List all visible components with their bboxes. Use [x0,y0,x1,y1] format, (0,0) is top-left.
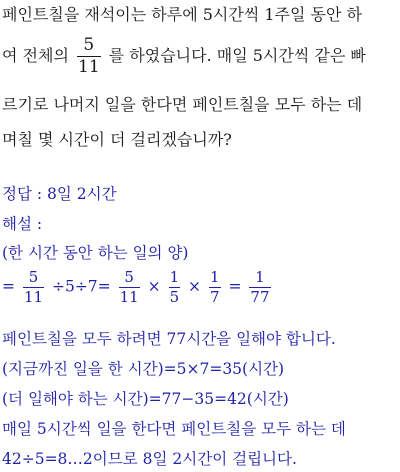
question-line-3: 르기로 나머지 일을 한다면 페인트칠을 모두 하는 데 [2,95,363,114]
eq-fraction-5 [249,270,270,305]
eq-f5-den: 77 [250,288,270,306]
fraction-denominator: 11 [78,57,100,77]
explanation-label: 해설 : [2,215,43,233]
eq-fraction-1 [23,270,44,305]
fraction-equation [2,270,274,305]
eq-f4-num: 1 [209,268,220,286]
fraction-5-11 [77,37,101,76]
question-line-2-pre: 여 전체의 [2,46,69,65]
answer-line: 정답 : 8일 2시간 [2,185,117,203]
eq-f5-num: 1 [255,268,265,286]
final-answer-line: 42÷5=8…2이므로 8일 2시간이 걸립니다. [2,450,297,468]
eq-f3-den: 5 [169,288,180,306]
eq-fraction-3 [169,270,181,305]
eq-fraction-2 [119,270,140,305]
daily-work-line: 매일 5시간씩 일을 한다면 페인트칠을 모두 하는 데 [2,420,346,438]
total-hours-line: 페인트칠을 모두 하려면 77시간을 일해야 합니다. [2,330,336,348]
eq-f2-den: 11 [119,288,139,306]
eq-f1-num: 5 [28,268,39,286]
eq-fraction-4 [209,270,221,305]
eq-prefix: = [2,277,15,296]
eq-f1-den: 11 [23,288,44,306]
eq-mid-1: ÷5÷7= [51,277,111,296]
eq-op-1: × [147,277,161,296]
hour-work-label: (한 시간 동안 하는 일의 양) [2,244,189,262]
eq-f3-num: 1 [169,268,180,286]
hours-remaining-line: (더 일해야 하는 시간)=77−35=42(시간) [2,390,289,408]
question-line-4: 며칠 몇 시간이 더 걸리겠습니까? [2,130,232,149]
eq-f2-num: 5 [124,268,134,286]
question-line-1: 페인트칠을 재석이는 하루에 5시간씩 1주일 동안 하 [2,5,362,24]
hours-done-line: (지금까진 일을 한 시간)=5×7=35(시간) [2,360,285,378]
question-line-2 [2,37,366,76]
question-line-2-post: 를 하였습니다. 매일 5시간씩 같은 빠 [108,46,366,65]
eq-op-3: = [228,277,242,296]
eq-op-2: × [188,277,202,296]
fraction-numerator: 5 [83,35,95,55]
eq-f4-den: 7 [209,288,220,306]
